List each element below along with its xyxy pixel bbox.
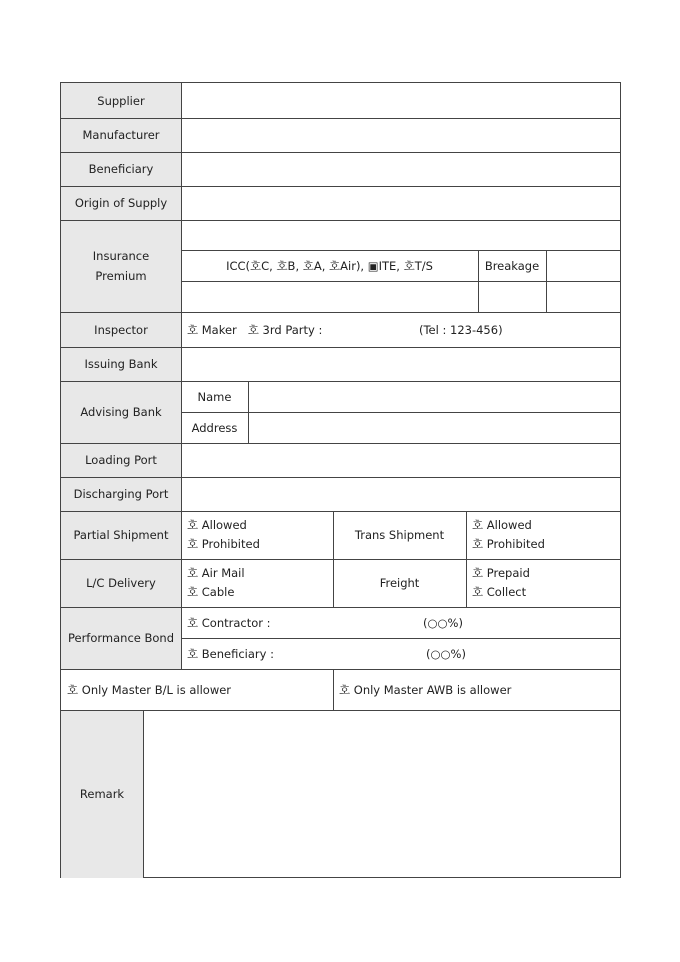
insurance-breakage-label: Breakage [484, 258, 540, 273]
freight-prepaid: 호 Prepaid [472, 566, 530, 580]
label-inspector: Inspector [61, 312, 181, 347]
label-performance-bond: Performance Bond [61, 607, 181, 669]
label-partial-shipment: Partial Shipment [61, 511, 181, 559]
trans-shipment-options [466, 511, 620, 559]
label-discharging-port: Discharging Port [61, 477, 181, 511]
advising-address-label: Address [191, 420, 238, 435]
freight-collect: 호 Collect [472, 585, 527, 599]
label-lc-delivery: L/C Delivery [61, 559, 181, 607]
bond-beneficiary-pct: (○○%) [426, 646, 466, 661]
freight-label: Freight [379, 576, 420, 590]
master-bl-option: 호 Only Master B/L is allower [67, 682, 232, 697]
label-issuing-bank: Issuing Bank [61, 347, 181, 381]
lc-delivery-options [181, 559, 333, 607]
insurance-terms: ICC(호C, 호B, 호A, 호Air), ▣ITE, 호T/S [226, 258, 433, 273]
partial-shipment-options [181, 511, 333, 559]
label-insurance-line1: Insurance [92, 249, 150, 263]
partial-allowed: 호 Allowed [187, 518, 247, 532]
inspector-tel: (Tel : 123-456) [419, 322, 503, 337]
label-loading-port: Loading Port [61, 443, 181, 477]
lc-cable: 호 Cable [187, 585, 235, 599]
label-remark: Remark [61, 710, 143, 878]
label-manufacturer: Manufacturer [61, 118, 181, 152]
trans-shipment-label: Trans Shipment [354, 528, 445, 542]
partial-prohibited: 호 Prohibited [187, 537, 260, 551]
bond-contractor: 호 Contractor : [187, 615, 271, 630]
freight-options [466, 559, 620, 607]
bond-beneficiary: 호 Beneficiary : [187, 646, 274, 661]
label-insurance-line2: Premium [95, 269, 147, 283]
inspector-options: 호 Maker 호 3rd Party : [187, 322, 323, 337]
advising-name-label: Name [197, 389, 232, 404]
label-advising-bank: Advising Bank [61, 381, 181, 443]
label-origin: Origin of Supply [61, 186, 181, 220]
bond-contractor-pct: (○○%) [423, 615, 463, 630]
lc-air-mail: 호 Air Mail [187, 566, 245, 580]
master-awb-option: 호 Only Master AWB is allower [339, 682, 512, 697]
label-beneficiary: Beneficiary [61, 152, 181, 186]
label-insurance [61, 220, 181, 312]
trans-prohibited: 호 Prohibited [472, 537, 545, 551]
label-supplier: Supplier [61, 83, 181, 118]
trans-allowed: 호 Allowed [472, 518, 532, 532]
trade-form [60, 82, 621, 878]
